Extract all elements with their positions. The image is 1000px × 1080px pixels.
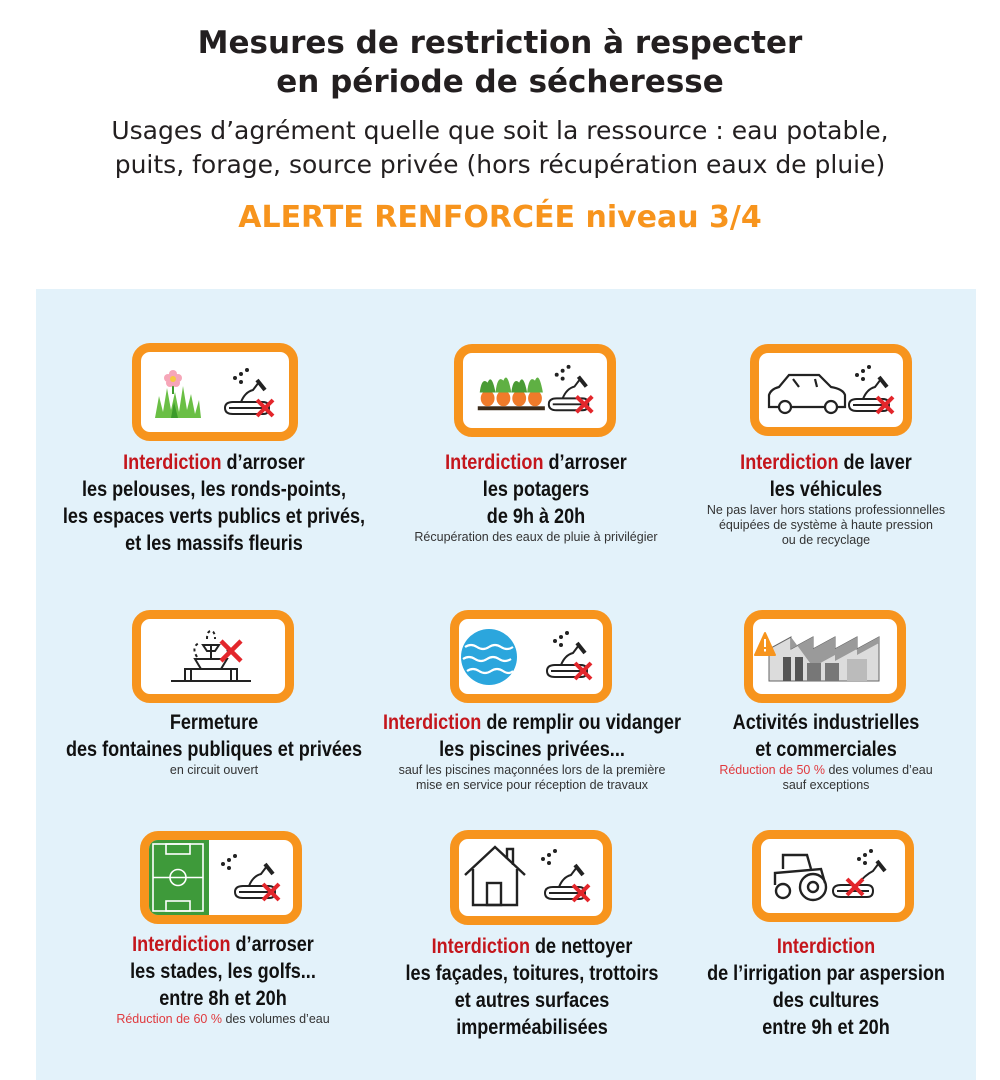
item-industry — [676, 709, 976, 793]
item-gardens-lead: Interdiction d’arroser — [445, 451, 627, 474]
item-lawns-lead: Interdiction d’arroser — [123, 451, 305, 474]
flowers-grass-hose-crossed-icon — [132, 343, 298, 441]
item-stadiums-line-2: entre 8h et 20h — [159, 987, 287, 1010]
item-fountains — [36, 709, 392, 778]
restrictions-panel — [36, 289, 976, 1080]
item-stadiums-note: Réduction de 60 % des volumes d’eau — [116, 1012, 330, 1026]
item-industry-note: Réduction de 50 % des volumes d’eau sauf exceptions — [719, 763, 933, 792]
subtitle-line-2: puits, forage, source privée (hors récupération eaux de pluie) — [114, 150, 886, 179]
item-lawns — [36, 449, 392, 557]
item-fountains-line-2: des fontaines publiques et privées — [65, 738, 363, 761]
item-lawns-line-3: et les massifs fleuris — [125, 532, 303, 555]
item-pools — [354, 709, 710, 793]
item-fountains-note: en circuit ouvert — [169, 763, 259, 777]
page-title — [0, 24, 1000, 102]
item-pools-note: sauf les piscines maçonnées lors de la première mise en service pour réception de travaux — [398, 763, 666, 792]
house-hose-crossed-icon — [450, 830, 612, 925]
item-vehicles-note: Ne pas laver hors stations professionnelles équipées de système à haute pression ou de recyclage — [706, 503, 946, 547]
item-lawns-line-2: les espaces verts publics et privés, — [62, 505, 366, 528]
item-industry-line-1: Activités industrielles — [732, 711, 920, 734]
item-irrigation-line-3: entre 9h et 20h — [762, 1016, 890, 1039]
item-irrigation-line-2: des cultures — [772, 989, 880, 1012]
item-fountains-line-1: Fermeture — [169, 711, 259, 734]
item-industry-line-2: et commerciales — [755, 738, 897, 761]
item-vegetable-gardens — [372, 449, 700, 545]
item-stadiums-lead: Interdiction d’arroser — [132, 933, 314, 956]
item-facades — [354, 933, 710, 1041]
title-line-1: Mesures de restriction à respecter — [197, 25, 803, 61]
factory-warning-icon — [744, 610, 906, 703]
pool-hose-crossed-icon — [450, 610, 612, 703]
item-gardens-note: Récupération des eaux de pluie à privilégier — [414, 530, 658, 544]
subtitle-line-1: Usages d’agrément quelle que soit la ressource : eau potable, — [111, 116, 889, 145]
item-irrigation-line-1: de l’irrigation par aspersion — [707, 962, 945, 985]
item-gardens-line-1: les potagers — [482, 478, 590, 501]
car-hose-crossed-icon — [750, 344, 912, 436]
vegetable-garden-hose-crossed-icon — [454, 344, 616, 437]
item-irrigation-lead: Interdiction — [776, 935, 876, 958]
title-line-2: en période de sécheresse — [276, 64, 724, 100]
tractor-hose-crossed-icon — [752, 830, 914, 922]
item-facades-line-1: les façades, toitures, trottoirs — [405, 962, 659, 985]
item-pools-lead: Interdiction de remplir ou vidanger — [382, 711, 682, 734]
item-stadiums — [60, 931, 386, 1027]
stadium-hose-crossed-icon — [140, 831, 302, 924]
item-vehicles-line-1: les véhicules — [769, 478, 883, 501]
item-vehicles — [676, 449, 976, 548]
item-facades-lead: Interdiction de nettoyer — [431, 935, 633, 958]
item-gardens-line-2: de 9h à 20h — [486, 505, 586, 528]
item-facades-line-2: et autres surfaces imperméabilisées — [454, 989, 610, 1039]
item-vehicles-lead: Interdiction de laver — [740, 451, 912, 474]
item-crop-irrigation — [676, 933, 976, 1041]
fountain-crossed-icon — [132, 610, 294, 703]
item-lawns-line-1: les pelouses, les ronds-points, — [82, 478, 346, 501]
item-stadiums-line-1: les stades, les golfs... — [130, 960, 316, 983]
subtitle — [0, 114, 1000, 182]
item-pools-line-1: les piscines privées... — [439, 738, 625, 761]
alert-level: ALERTE RENFORCÉE niveau 3/4 — [238, 200, 762, 235]
